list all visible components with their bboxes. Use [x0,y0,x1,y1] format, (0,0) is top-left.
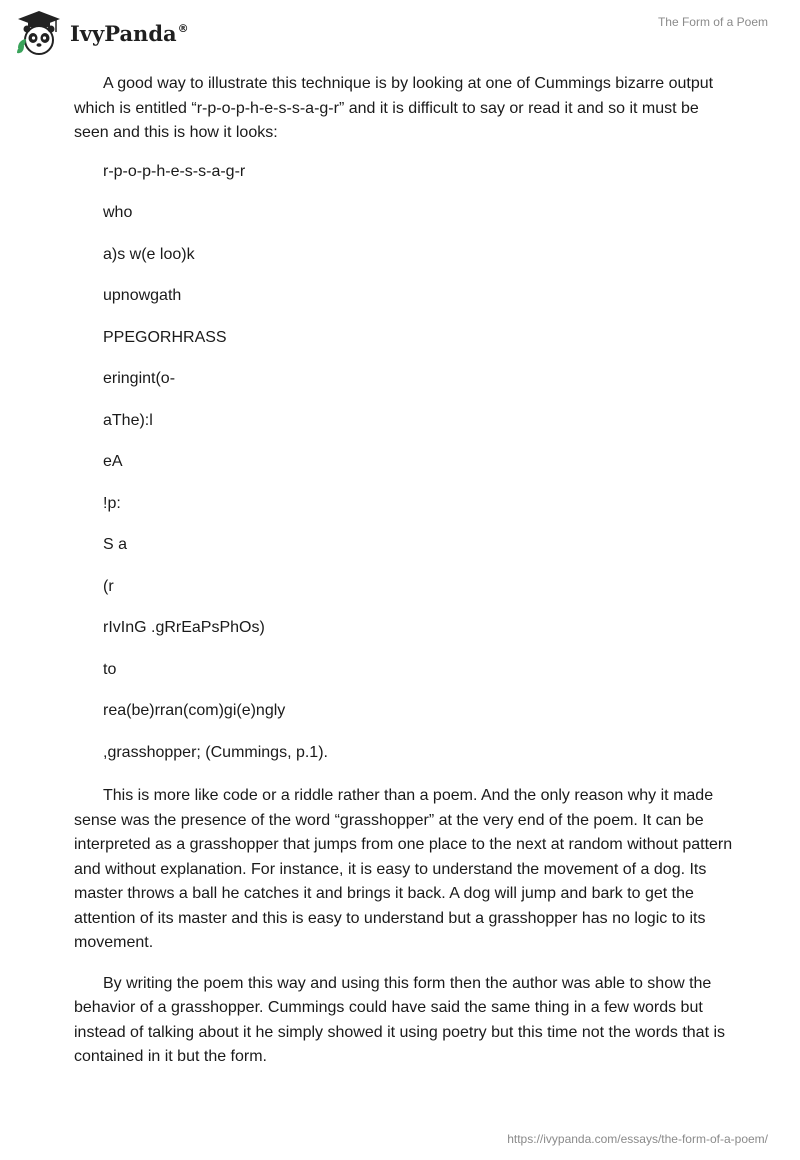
logo-text: IvyPanda® [70,20,189,46]
poem-line: !p: [103,494,121,512]
poem-line: r-p-o-p-h-e-s-s-a-g-r [103,162,246,180]
poem-line: a)s w(e loo)k [103,245,195,263]
poem-block [74,162,734,763]
poem-line: who [103,204,133,221]
ivypanda-logo[interactable] [14,8,204,58]
poem-line: eringint(o- [103,370,176,387]
conclusion-paragraph: By writing the poem this way and using this form then the author was able to show the behavior of a grasshopper. Cummings could have said the same thing in a few words but instead of talking about it he simply showed it using poetry but this time not the words that is contained in it but the form. [74,974,726,1065]
registered-mark: ® [177,21,189,35]
panda-graduate-icon [14,8,64,58]
poem-line: PPEGORHRASS [103,328,227,346]
page-title: The Form of a Poem [657,15,768,29]
poem-line: aThe):l [103,411,153,429]
poem-line: S a [103,536,128,553]
poem-line: to [103,660,117,678]
poem-line: rIvInG .gRrEaPsPhOs) [103,619,265,636]
source-url[interactable]: https://ivypanda.com/essays/the-form-of-a-poem/ [507,1132,768,1146]
poem-line: rea(be)rran(com)gi(e)ngly [103,702,286,719]
poem-line: eA [103,453,123,470]
page-header [0,0,800,60]
essay-content [74,72,734,1086]
intro-paragraph: A good way to illustrate this technique is by looking at one of Cummings bizarre output which is entitled “r-p-o-p-h-e-s-s-a-g-r” and it is difficult to say or read it and so it must be seen and this is how it looks: [74,75,714,141]
poem-line: ,grasshopper; (Cummings, p.1). [103,743,328,761]
poem-line: upnowgath [103,287,182,304]
poem-line: (r [103,577,114,595]
analysis-paragraph: This is more like code or a riddle rather than a poem. And the only reason why it made sense was the presence of the word “grasshopper” at the very end of the poem. It can be interpreted as a grasshopper that jumps from one place to the next at random without pattern and without explanation. For instance, it is easy to understand the movement of a dog. Its master throws a ball he catches it and brings it back. A dog will jump and bark to get the attention of its master and this is easy to understand but a grasshopper has no logic to its movement. [74,787,733,951]
